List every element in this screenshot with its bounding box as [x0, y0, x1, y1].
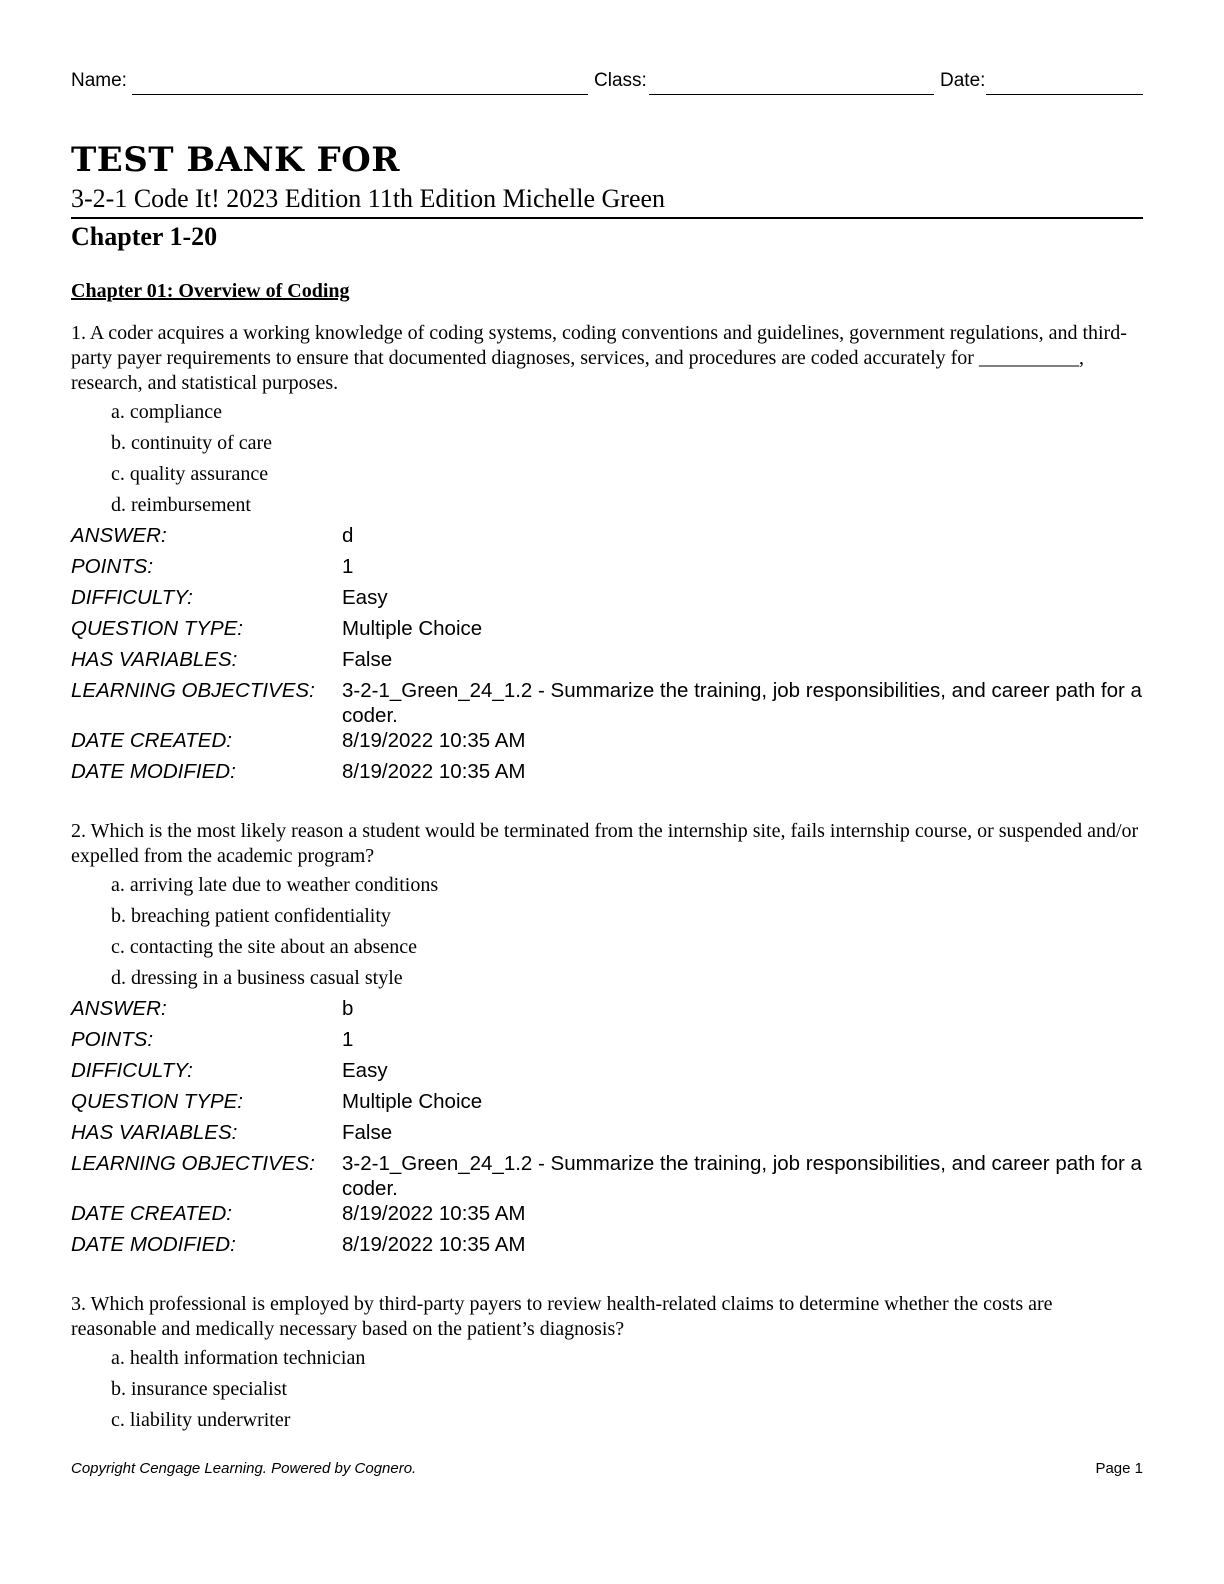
- question-stem: 1. A coder acquires a working knowledge of coding systems, coding conventions and guidelines, government regulations, and third-party payer requirements to ensure that documented diagnoses, services, and procedures are coded accurately for __________, research, and statistical purposes.: [71, 322, 1127, 394]
- meta-learning-objectives: [71, 678, 1143, 728]
- meta-answer: [71, 523, 1143, 554]
- question-stem: 2. Which is the most likely reason a student would be terminated from the internship site, fails internship course, or suspended and/or expelled from the academic program?: [71, 820, 1139, 867]
- class-label: Class:: [594, 70, 647, 91]
- meta-answer: [71, 996, 1143, 1027]
- meta-points: [71, 1027, 1143, 1058]
- answer-choices: [71, 399, 1143, 523]
- choice-c: c. contacting the site about an absence: [111, 936, 417, 958]
- meta-value: 8/19/2022 10:35 AM: [342, 1233, 526, 1256]
- meta-key: DATE CREATED:: [71, 729, 232, 752]
- meta-value: 1: [342, 1028, 354, 1051]
- meta-value: False: [342, 648, 393, 671]
- meta-value: 8/19/2022 10:35 AM: [342, 760, 526, 783]
- question-metadata: [71, 996, 1143, 1263]
- choice-c: c. quality assurance: [111, 463, 269, 485]
- meta-question-type: [71, 1089, 1143, 1120]
- meta-key: DIFFICULTY:: [71, 586, 193, 609]
- choice-b: b. insurance specialist: [111, 1378, 288, 1400]
- meta-key: QUESTION TYPE:: [71, 1090, 243, 1113]
- choice-d: d. dressing in a business casual style: [111, 967, 403, 989]
- meta-value: False: [342, 1121, 393, 1144]
- meta-key: DIFFICULTY:: [71, 1059, 193, 1082]
- meta-value: Easy: [342, 1059, 388, 1082]
- choice-b: b. continuity of care: [111, 432, 273, 454]
- meta-key: LEARNING OBJECTIVES:: [71, 1152, 315, 1175]
- meta-value: 3-2-1_Green_24_1.2 - Summarize the training, job responsibilities, and career path for a coder.: [342, 1152, 1142, 1200]
- question-2: [71, 819, 1143, 1263]
- meta-value: 8/19/2022 10:35 AM: [342, 1202, 526, 1225]
- answer-choices: [71, 1345, 1143, 1438]
- choice-d: d. reimbursement: [111, 494, 251, 516]
- meta-key: ANSWER:: [71, 997, 167, 1020]
- date-field[interactable]: [986, 94, 1143, 95]
- question-1: [71, 321, 1143, 790]
- page-footer: [71, 1460, 1143, 1480]
- question-3: [71, 1292, 1143, 1438]
- date-label: Date:: [940, 70, 986, 91]
- copyright-notice: Copyright Cengage Learning. Powered by Cognero.: [71, 1460, 417, 1477]
- meta-key: ANSWER:: [71, 524, 167, 547]
- meta-date-modified: [71, 759, 1143, 790]
- page-number: Page 1: [1095, 1460, 1143, 1477]
- meta-value: Multiple Choice: [342, 1090, 483, 1113]
- choice-c: c. liability underwriter: [111, 1409, 291, 1431]
- student-info-fields: [71, 70, 1143, 98]
- name-field[interactable]: [132, 94, 588, 95]
- document-title: TEST BANK FOR: [71, 140, 401, 180]
- question-metadata: [71, 523, 1143, 790]
- meta-value: 3-2-1_Green_24_1.2 - Summarize the training, job responsibilities, and career path for a coder.: [342, 679, 1142, 727]
- meta-value: b: [342, 997, 354, 1020]
- meta-key: DATE MODIFIED:: [71, 760, 236, 783]
- meta-date-created: [71, 1201, 1143, 1232]
- meta-key: LEARNING OBJECTIVES:: [71, 679, 315, 702]
- meta-value: Easy: [342, 586, 388, 609]
- choice-b: b. breaching patient confidentiality: [111, 905, 391, 927]
- choice-a: a. compliance: [111, 401, 223, 423]
- test-bank-page: [71, 0, 1143, 1584]
- title-divider: [71, 217, 1143, 219]
- meta-date-modified: [71, 1232, 1143, 1263]
- answer-choices: [71, 872, 1143, 996]
- class-field[interactable]: [649, 94, 934, 95]
- choice-a: a. health information technician: [111, 1347, 366, 1369]
- book-subtitle: 3-2-1 Code It! 2023 Edition 11th Edition Michelle Green: [71, 184, 666, 213]
- meta-points: [71, 554, 1143, 585]
- meta-has-variables: [71, 1120, 1143, 1151]
- meta-difficulty: [71, 585, 1143, 616]
- meta-key: POINTS:: [71, 555, 154, 578]
- meta-value: Multiple Choice: [342, 617, 483, 640]
- meta-value: d: [342, 524, 354, 547]
- meta-key: QUESTION TYPE:: [71, 617, 243, 640]
- meta-value: 1: [342, 555, 354, 578]
- choice-a: a. arriving late due to weather conditions: [111, 874, 439, 896]
- meta-key: DATE CREATED:: [71, 1202, 232, 1225]
- meta-key: HAS VARIABLES:: [71, 648, 238, 671]
- meta-difficulty: [71, 1058, 1143, 1089]
- chapter-range: Chapter 1-20: [71, 222, 218, 251]
- question-stem: 3. Which professional is employed by third-party payers to review health-related claims to determine whether the costs are reasonable and medically necessary based on the patient’s diagnosis?: [71, 1293, 1053, 1340]
- meta-key: DATE MODIFIED:: [71, 1233, 236, 1256]
- meta-key: HAS VARIABLES:: [71, 1121, 238, 1144]
- meta-learning-objectives: [71, 1151, 1143, 1201]
- meta-value: 8/19/2022 10:35 AM: [342, 729, 526, 752]
- meta-question-type: [71, 616, 1143, 647]
- chapter-heading: Chapter 01: Overview of Coding: [71, 280, 350, 302]
- meta-has-variables: [71, 647, 1143, 678]
- name-label: Name:: [71, 70, 127, 91]
- meta-date-created: [71, 728, 1143, 759]
- meta-key: POINTS:: [71, 1028, 154, 1051]
